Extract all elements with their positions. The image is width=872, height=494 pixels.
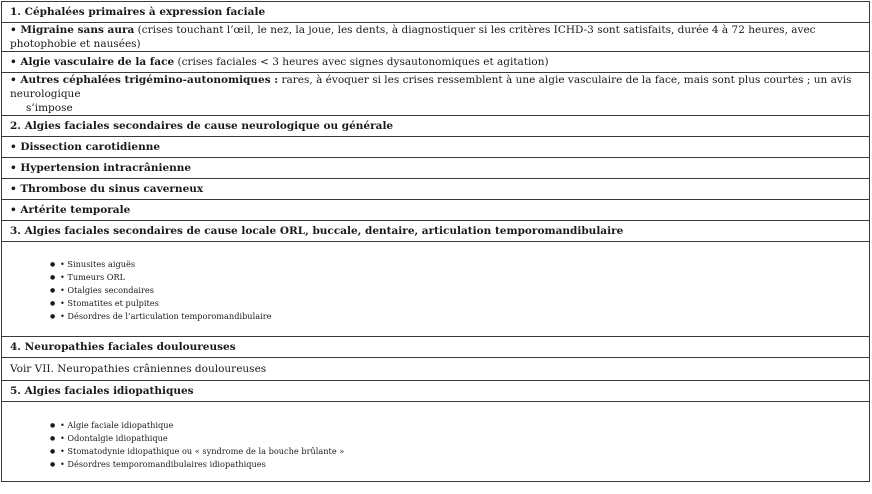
table-row: • Hypertension intracrânienne — [2, 158, 870, 179]
list-item: ● • Désordres temporomandibulaires idiopathiques — [60, 458, 861, 471]
facial-pain-classification-table — [1, 1, 870, 482]
list-item: ● • Sinusites aiguës — [60, 258, 861, 271]
entry-name: • Algie vasculaire de la face — [10, 56, 175, 68]
table-row — [2, 52, 870, 73]
table-row: • Artérite temporale — [2, 200, 870, 221]
entry-name: • Autres céphalées trigémino-autonomiques : — [10, 74, 279, 86]
table-row: • Dissection carotidienne — [2, 137, 870, 158]
list-item: ● • Algie faciale idiopathique — [60, 419, 861, 432]
table-row — [2, 402, 870, 482]
entry-detail: (crises faciales < 3 heures avec signes dysautonomiques et agitation) — [174, 56, 549, 68]
list-item: ● • Otalgies secondaires — [60, 284, 861, 297]
table-row: Voir VII. Neuropathies crâniennes douloureuses — [2, 358, 870, 381]
section-heading: 2. Algies faciales secondaires de cause neurologique ou générale — [2, 116, 870, 137]
bullet-list — [10, 419, 861, 471]
table-row: • Thrombose du sinus caverneux — [2, 179, 870, 200]
table-row — [2, 242, 870, 337]
list-item: ● • Odontalgie idiopathique — [60, 432, 861, 445]
entry-detail: rares, à évoquer si les crises ressemblent à une algie vasculaire de la face, mais sont plus courtes ; un avis neurologique — [10, 74, 852, 100]
section-heading: 4. Neuropathies faciales douloureuses — [2, 337, 870, 358]
entry-detail-continued: s’impose — [26, 102, 73, 114]
section-heading: 3. Algies faciales secondaires de cause locale ORL, buccale, dentaire, articulation temporomandibulaire — [2, 221, 870, 242]
section-heading: 5. Algies faciales idiopathiques — [2, 381, 870, 402]
bullet-list — [10, 258, 861, 323]
section-heading: 1. Céphalées primaires à expression faciale — [2, 2, 870, 23]
list-item: ● • Tumeurs ORL — [60, 271, 861, 284]
list-item: ● • Désordres de l’articulation temporomandibulaire — [60, 310, 861, 323]
table-row — [2, 23, 870, 52]
table-row — [2, 73, 870, 116]
list-item: ● • Stomatites et pulpites — [60, 297, 861, 310]
entry-detail: (crises touchant l’œil, le nez, la joue, les dents, à diagnostiquer si les critères ICHD-3 sont satisfaits, durée 4 à 72 heures, avec photophobie et nausées) — [10, 24, 816, 50]
list-item: ● • Stomatodynie idiopathique ou « syndrome de la bouche brûlante » — [60, 445, 861, 458]
entry-name: • Migraine sans aura — [10, 24, 135, 36]
